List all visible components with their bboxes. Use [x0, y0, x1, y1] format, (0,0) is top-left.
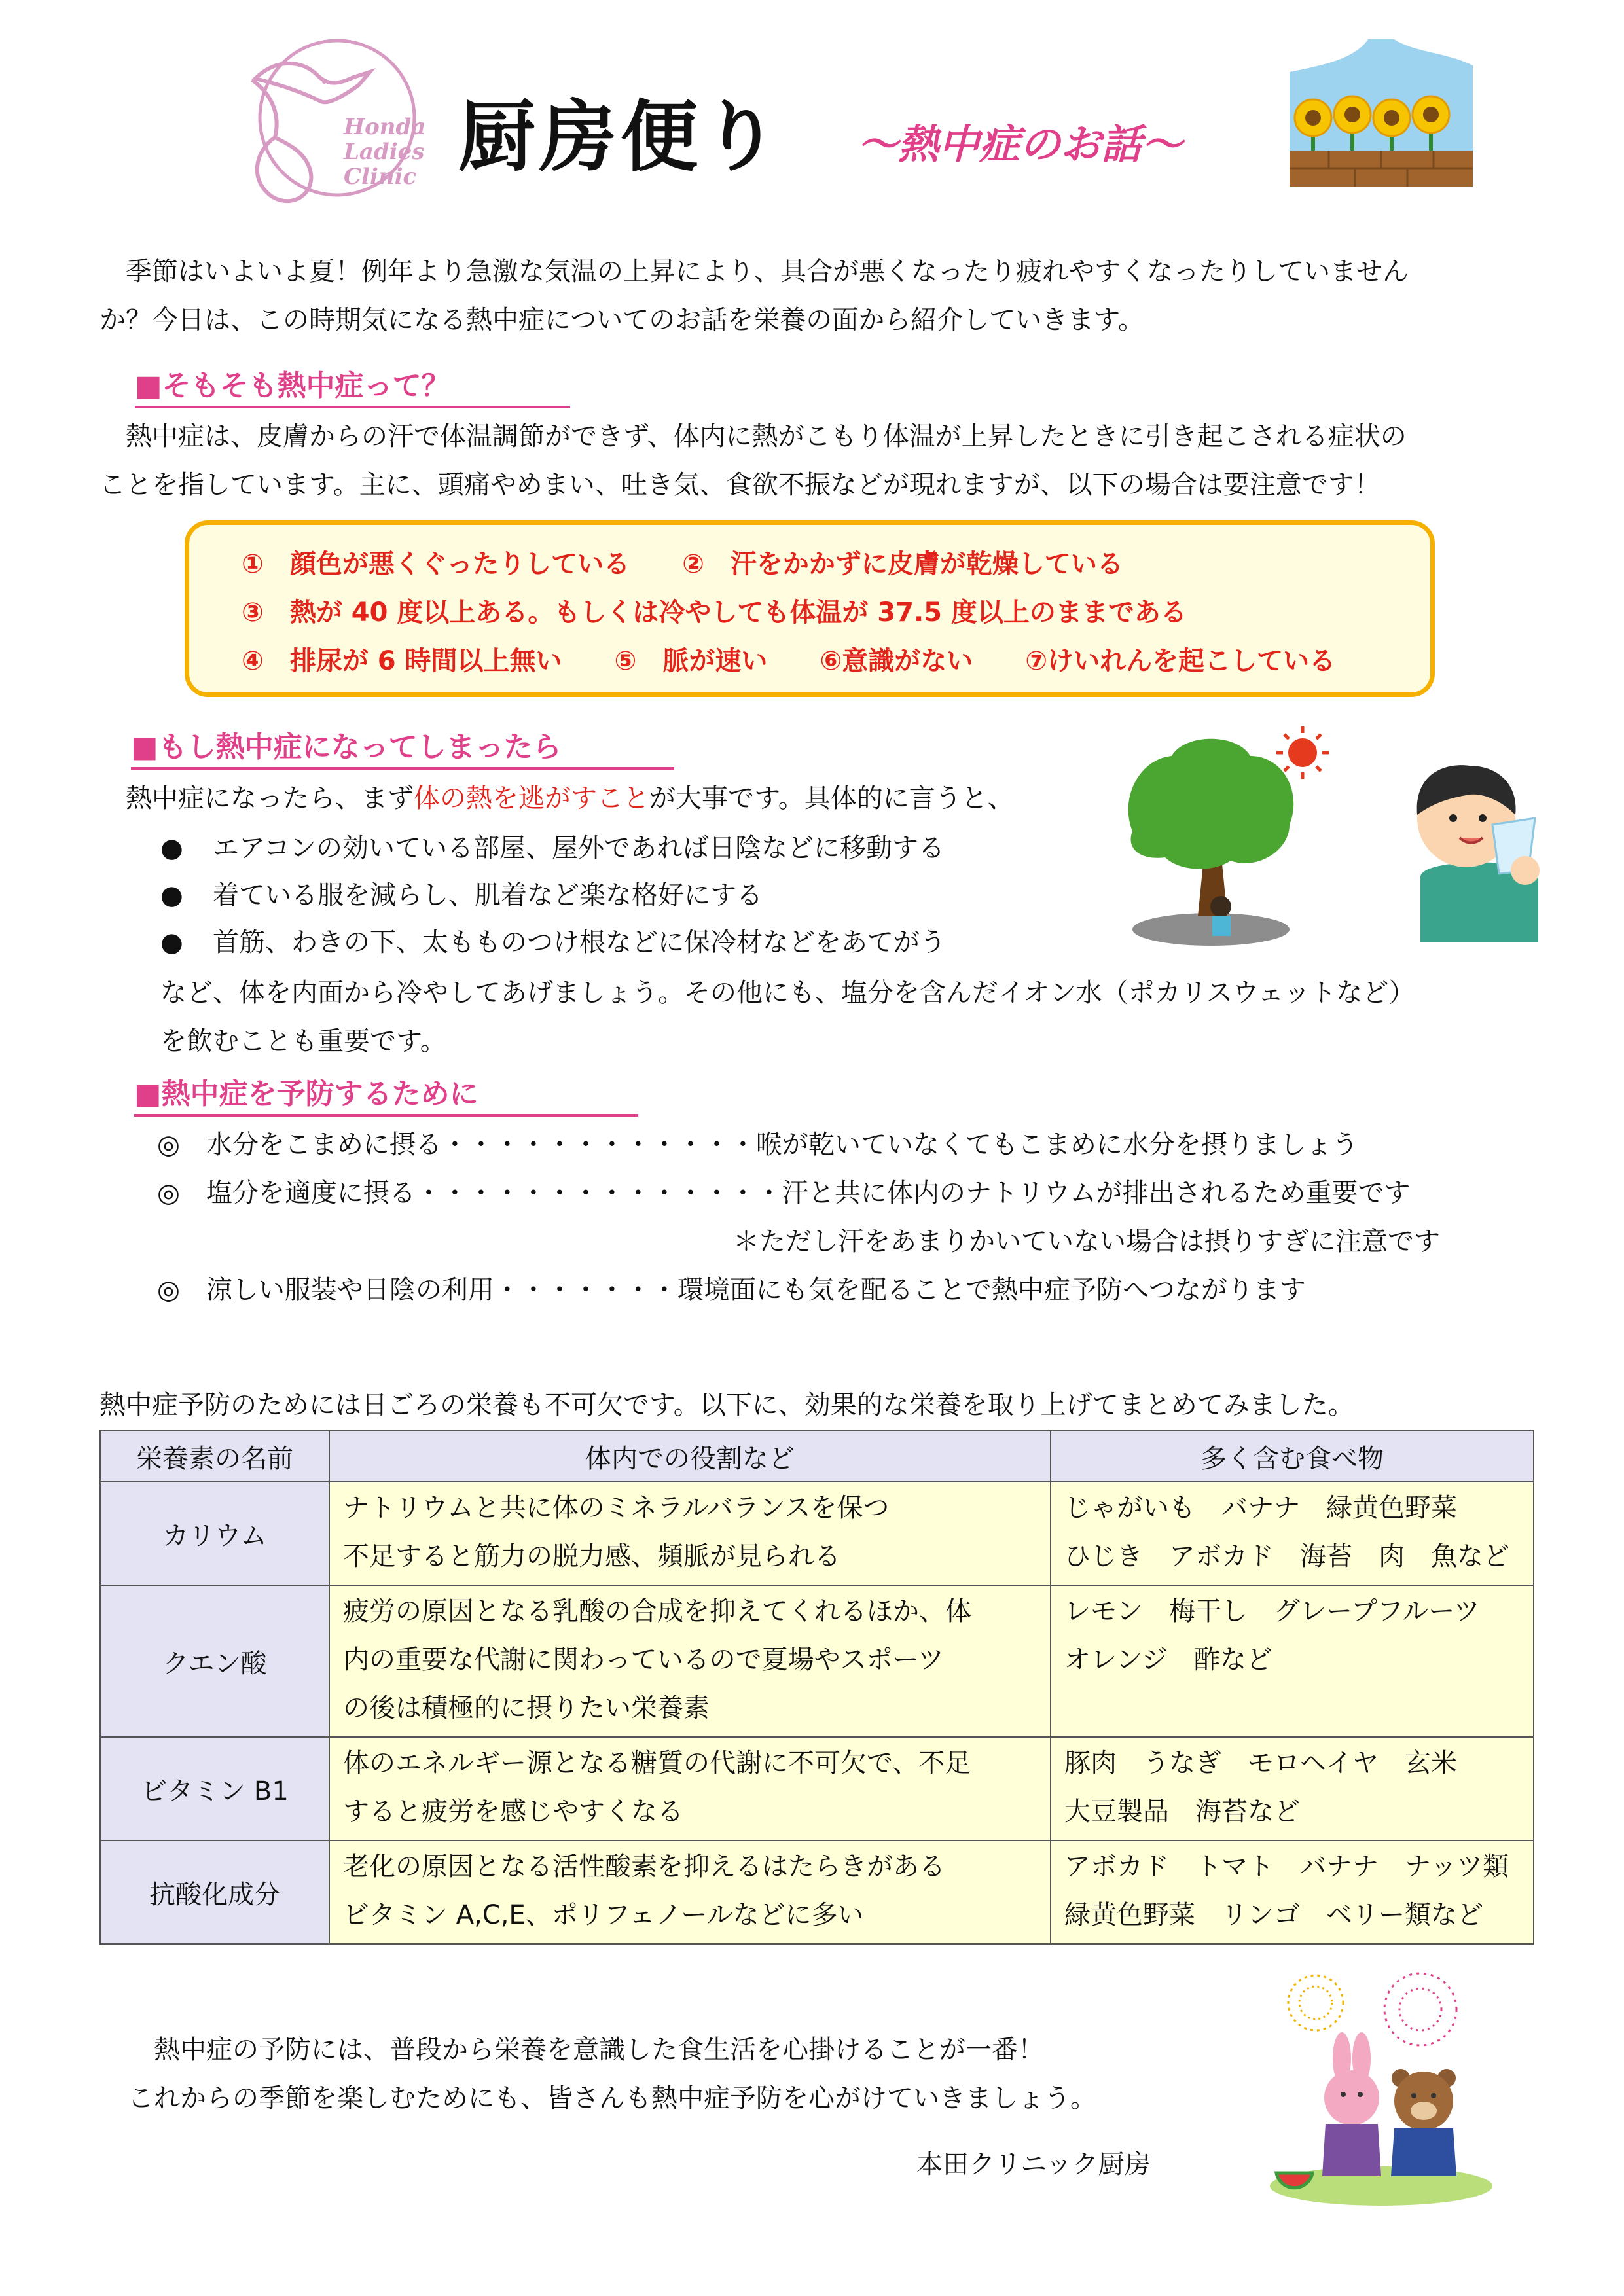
prevention-list [157, 1121, 1532, 1314]
prevention-note: ＊ただし汗をあまりかいていない場合は摂りすぎに注意です [157, 1227, 1440, 1257]
about-paragraph [99, 412, 1572, 509]
bullet-icon: ● [160, 927, 183, 958]
clinic-logo [229, 39, 432, 209]
intro-paragraph [99, 247, 1540, 344]
nutrient-role [329, 1737, 1051, 1840]
cell-line: 内の重要な代謝に関わっているので夏場やスポーツ [343, 1645, 944, 1675]
cell-line: 不足すると筋力の脱力感、頻脈が見られる [343, 1541, 840, 1571]
prevention-item: ◎ 涼しい服装や日陰の利用・・・・・・・環境面にも気を配ることで熱中症予防へつながります [157, 1275, 1306, 1305]
table-intro: 熱中症予防のためには日ごろの栄養も不可欠です。以下に、効果的な栄養を取り上げてまとめてみました。 [99, 1390, 1354, 1420]
about-line: 熱中症は、皮膚からの汗で体温調節ができず、体内に熱がこもり体温が上昇したときに引き起こされる症状の [99, 422, 1407, 452]
after-line: を飲むことも重要です。 [160, 1026, 446, 1056]
prevention-item: ◎ 水分をこまめに摂る・・・・・・・・・・・・喉が乾いていなくてもこまめに水分を摂りましょう [157, 1130, 1358, 1160]
cell-line: レモン 梅干し グレープフルーツ [1064, 1596, 1480, 1626]
nutrient-name: クエン酸 [100, 1585, 329, 1737]
list-item-text: 首筋、わきの下、太もものつけ根などに保冷材などをあてがう [213, 927, 946, 958]
prevention-item: ◎ 塩分を適度に摂る・・・・・・・・・・・・・・汗と共に体内のナトリウムが排出されるため重要です [157, 1178, 1411, 1208]
list-item [160, 825, 1142, 872]
nutrient-foods [1051, 1840, 1534, 1944]
section-heading-prevention: ■熱中症を予防するために [134, 1075, 638, 1117]
list-item [160, 872, 1142, 919]
cell-line: 体のエネルギー源となる糖質の代謝に不可欠で、不足 [343, 1748, 971, 1778]
cell-line: の後は積極的に摂りたい栄養素 [343, 1693, 710, 1723]
nutrient-name: ビタミン B1 [100, 1737, 329, 1840]
nutrient-foods [1051, 1737, 1534, 1840]
table-row [100, 1737, 1534, 1840]
nutrient-name: 抗酸化成分 [100, 1840, 329, 1944]
list-item [160, 919, 1142, 966]
cell-line: アボカド トマト バナナ ナッツ類 [1064, 1852, 1509, 1882]
closing-line: 熱中症の予防には、普段から栄養を意識した食生活を心掛けることが一番！ [128, 2035, 1044, 2065]
after-line: など、体を内面から冷やしてあげましょう。その他にも、塩分を含んだイオン水（ポカリスウェットなど） [160, 978, 1415, 1008]
cell-line: 緑黄色野菜 リンゴ ベリー類など [1064, 1900, 1483, 1930]
list-item-text: 着ている服を減らし、肌着など楽な格好にする [213, 880, 763, 910]
nutrient-role [329, 1482, 1051, 1585]
warning-line: ④ 排尿が 6 時間以上無い ⑤ 脈が速い ⑥意識がない ⑦けいれんを起こしている [242, 646, 1336, 676]
page-subtitle: ～熱中症のお話～ [857, 120, 1183, 168]
warning-line: ③ 熱が 40 度以上ある。もしくは冷やしても体温が 37.5 度以上のままである [242, 598, 1187, 628]
table-row [100, 1840, 1534, 1944]
bullet-icon: ● [160, 880, 183, 910]
closing-line: これからの季節を楽しむためにも、皆さんも熱中症予防を心がけていきましょう。 [128, 2083, 1096, 2113]
boy-drinking-illustration [1394, 746, 1564, 942]
closing-paragraph [128, 2026, 1306, 2123]
page-title: 厨房便り [458, 92, 784, 182]
lead-highlight: 体の熱を逃がすこと [414, 783, 649, 814]
section-heading-about: ■そもそも熱中症って？ [135, 367, 570, 408]
nutrient-foods [1051, 1585, 1534, 1737]
first-aid-list [160, 825, 1142, 966]
cell-line: じゃがいも バナナ 緑黄色野菜 [1064, 1493, 1457, 1523]
first-aid-lead [99, 774, 1081, 823]
nutrient-table [99, 1430, 1534, 1945]
summer-festival-illustration [1263, 1957, 1499, 2206]
nutrient-name: カリウム [100, 1482, 329, 1585]
list-item-text: エアコンの効いている部屋、屋外であれば日陰などに移動する [213, 833, 945, 863]
about-line: ことを指しています。主に、頭痛やめまい、吐き気、食欲不振などが現れますが、以下の場合は要注意です！ [99, 470, 1380, 500]
column-header: 栄養素の名前 [100, 1431, 329, 1482]
section-heading-first-aid: ■もし熱中症になってしまったら [131, 728, 674, 770]
intro-line: か？今日は、この時期気になる熱中症についてのお話を栄養の面から紹介していきます。 [99, 305, 1144, 335]
intro-line: 季節はいよいよ夏！例年より急激な気温の上昇により、具合が悪くなったり疲れやすくなったりしていません [99, 257, 1409, 287]
signature: 本田クリニック厨房 [916, 2149, 1151, 2179]
column-header: 多く含む食べ物 [1051, 1431, 1534, 1482]
tree-icon [1113, 720, 1348, 956]
table-header-row [100, 1431, 1534, 1482]
nutrient-foods [1051, 1482, 1534, 1585]
cell-line: ナトリウムと共に体のミネラルバランスを保つ [343, 1493, 890, 1523]
cell-line: ひじき アボカド 海苔 肉 魚など [1064, 1541, 1509, 1571]
lead-text: が大事です。具体的に言うと、 [649, 783, 1014, 814]
fireworks-animals-icon [1263, 1957, 1499, 2206]
nutrient-role [329, 1585, 1051, 1737]
drinking-water-icon [1394, 746, 1564, 942]
warning-box [185, 520, 1435, 697]
sunflower-illustration [1283, 33, 1479, 190]
bullet-icon: ● [160, 833, 183, 863]
cell-line: すると疲労を感じやすくなる [343, 1797, 683, 1827]
cell-line: 老化の原因となる活性酸素を抑えるはたらきがある [343, 1852, 945, 1882]
cell-line: 疲労の原因となる乳酸の合成を抑えてくれるほか、体 [343, 1596, 971, 1626]
table-row [100, 1482, 1534, 1585]
cell-line: オレンジ 酢など [1064, 1645, 1272, 1675]
warning-line: ① 顔色が悪くぐったりしている ② 汗をかかずに皮膚が乾燥している [242, 549, 1123, 579]
lead-text: 熱中症になったら、まず [99, 783, 414, 814]
logo-text: Honda Ladies Clinic [344, 114, 426, 190]
table-row [100, 1585, 1534, 1737]
cell-line: 大豆製品 海苔など [1064, 1797, 1300, 1827]
sunflower-icon [1283, 33, 1479, 190]
tree-shade-illustration [1113, 720, 1348, 956]
cell-line: 豚肉 うなぎ モロヘイヤ 玄米 [1064, 1748, 1457, 1778]
column-header: 体内での役割など [329, 1431, 1051, 1482]
cell-line: ビタミン A,C,E、ポリフェノールなどに多い [343, 1900, 864, 1930]
first-aid-after [160, 969, 1535, 1066]
nutrient-role [329, 1840, 1051, 1944]
